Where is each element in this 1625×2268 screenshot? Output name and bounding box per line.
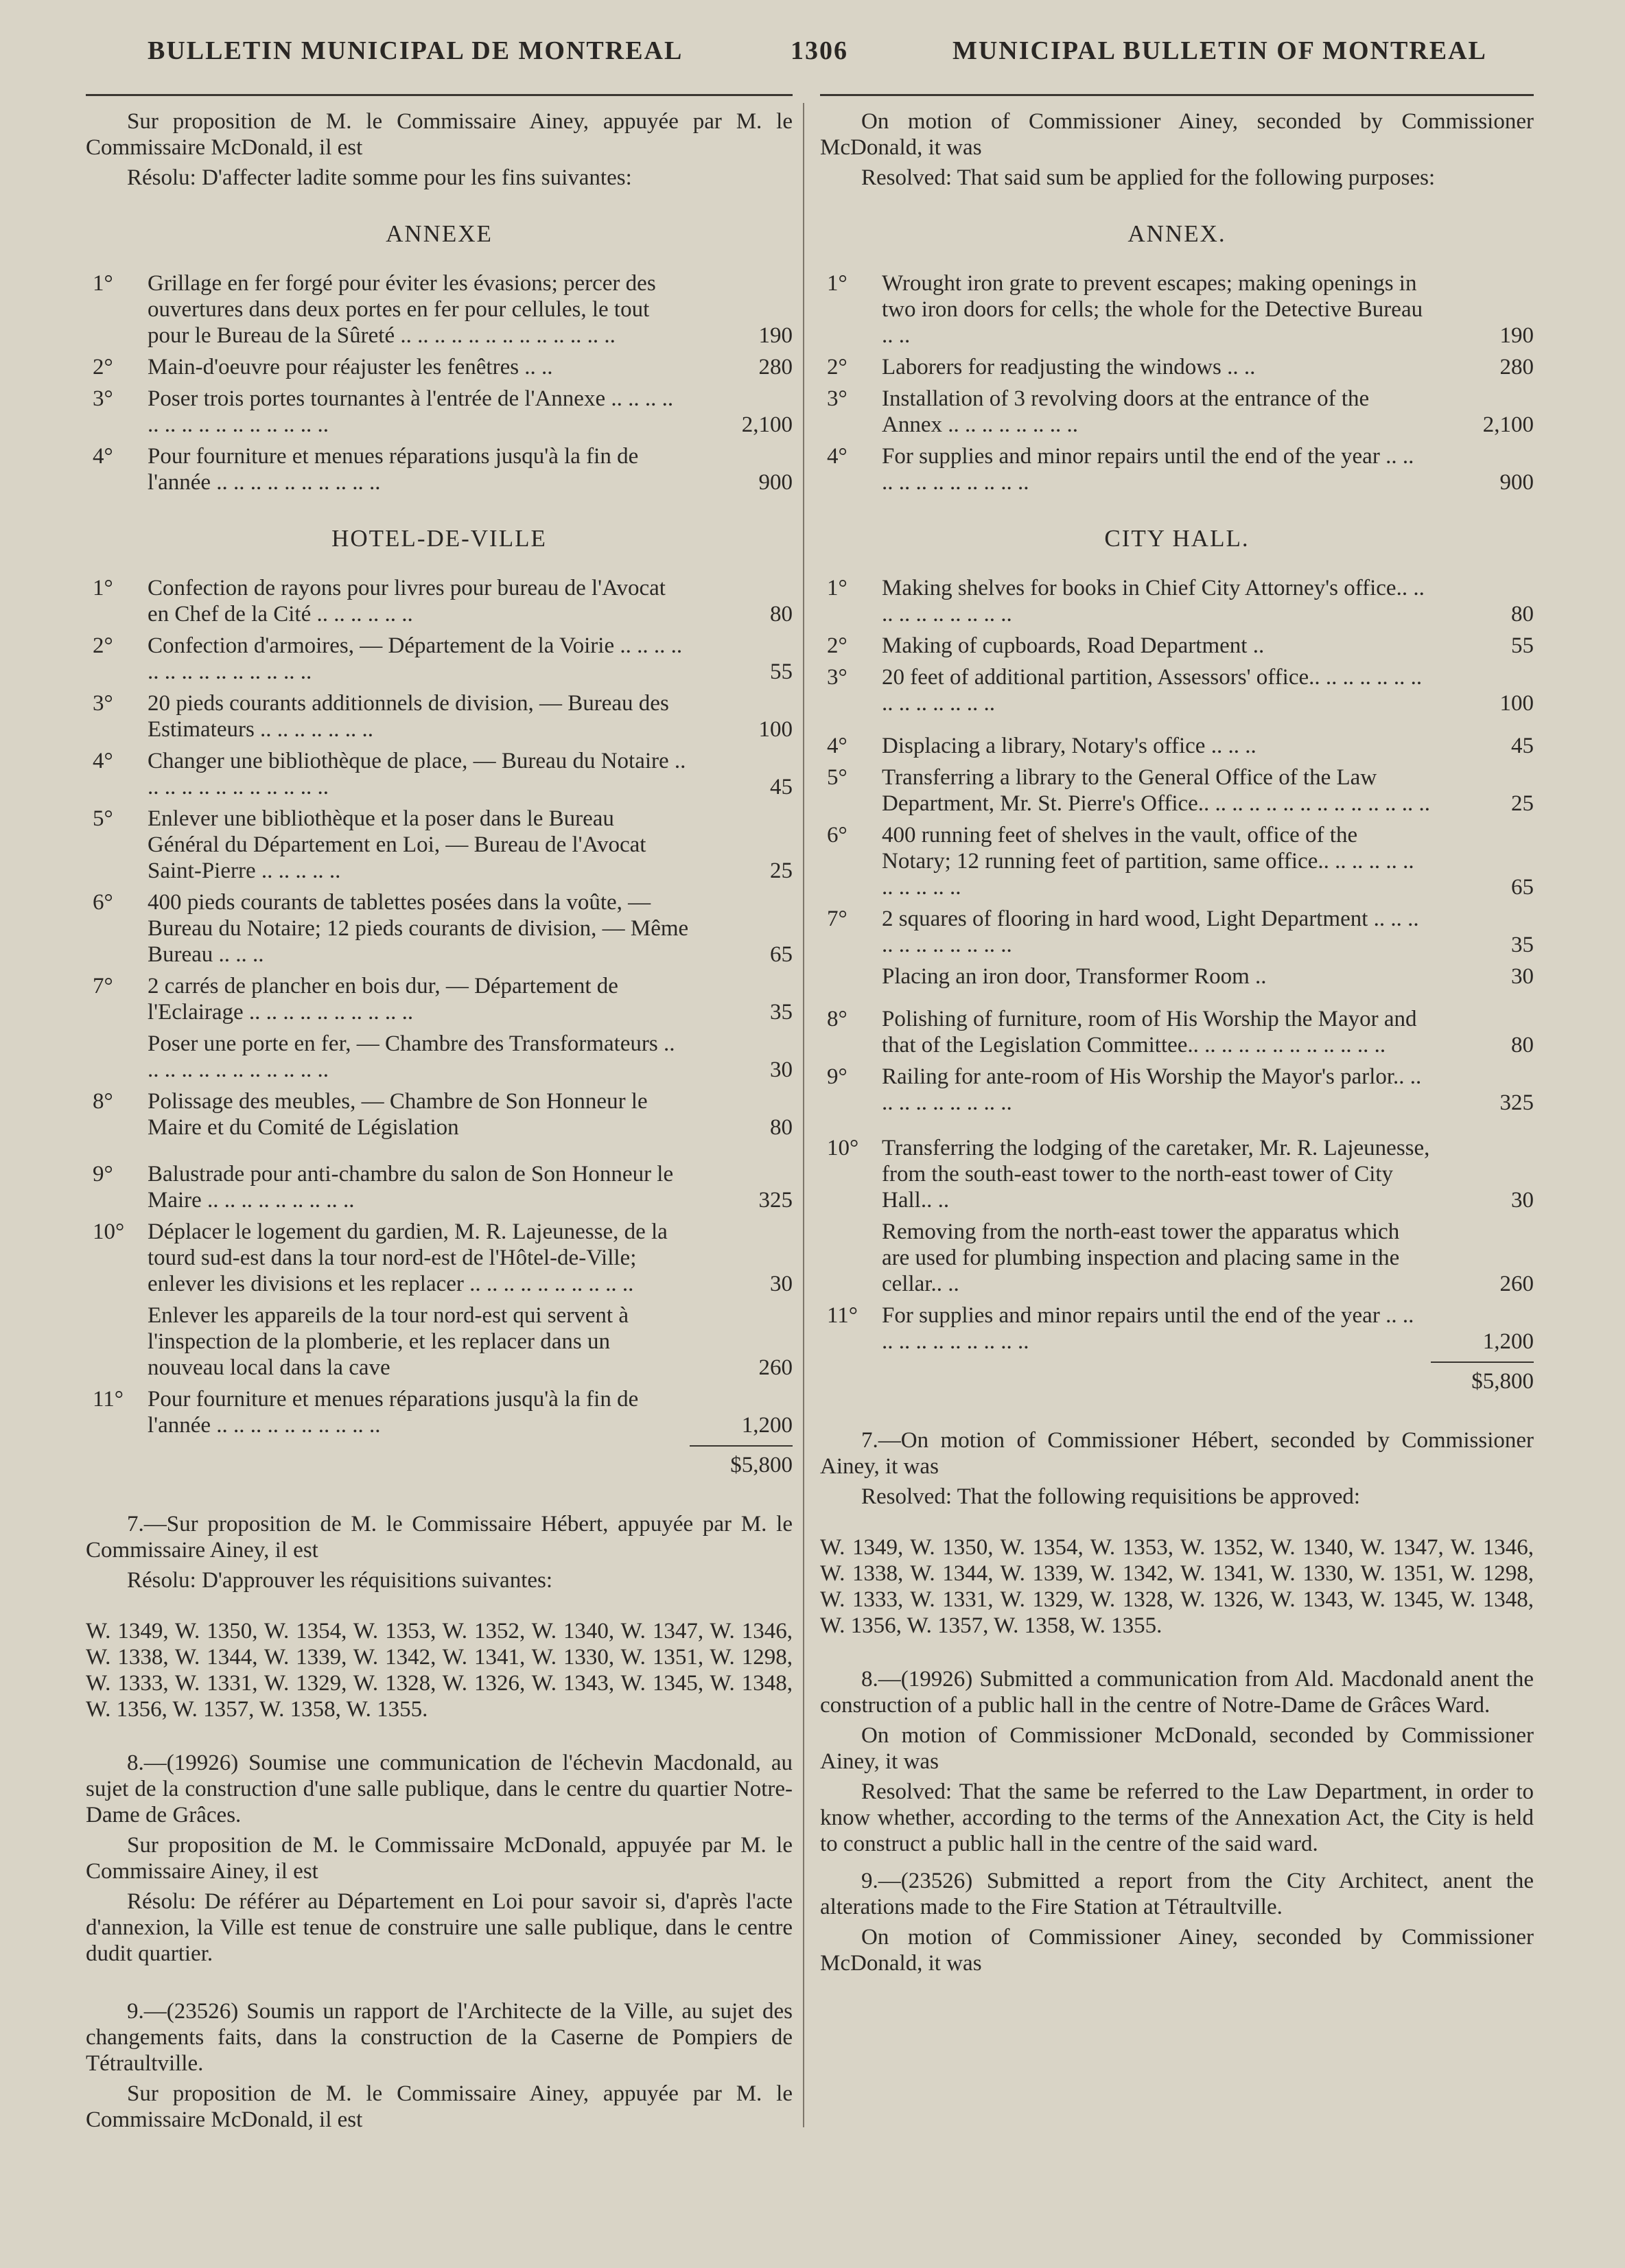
list-item xyxy=(86,1386,793,1438)
header-english-title: MUNICIPAL BULLETIN OF MONTREAL xyxy=(952,36,1487,65)
list-item xyxy=(86,1088,793,1141)
item-text: 2 squares of flooring in hard wood, Light Department .. .. .. .. .. .. .. .. .. .. .. xyxy=(882,907,1419,957)
en-requisition-list: W. 1349, W. 1350, W. 1354, W. 1353, W. 1352, W. 1340, W. 1347, W. 1346, W. 1338, W. 1344, W. 1339, W. 1342, W. 1341, W. 1330, W. 1351, W. 1298, W. 1333, W. 1331, W. 1329, W. 1328, W. 1326, W. 1343, W. 1345, W. 1348, W. 1356, W. 1357, W. 1358, W. 1355. xyxy=(820,1535,1534,1638)
item-text: Pour fourniture et menues réparations jusqu'à la fin de l'année .. .. .. .. .. .. .. .. .. .. xyxy=(148,1387,639,1438)
item-number: 8° xyxy=(93,1089,113,1114)
fr-intro: Sur proposition de M. le Commissaire Ainey, appuyée par M. le Commissaire McDonald, il est xyxy=(86,109,793,160)
item-number: 10° xyxy=(93,1219,125,1244)
item-amount: 65 xyxy=(770,942,793,967)
item-number: 11° xyxy=(827,1303,858,1328)
en-annex-list xyxy=(820,270,1534,495)
item-amount: 80 xyxy=(1511,602,1534,627)
list-item xyxy=(820,443,1534,495)
page-number: 1306 xyxy=(791,36,848,65)
list-item xyxy=(86,386,793,438)
item-amount: 280 xyxy=(1499,355,1534,379)
en-annex-title: ANNEX. xyxy=(1127,220,1226,247)
en-item7-resolved: Resolved: That the following requisitions be approved: xyxy=(861,1484,1361,1509)
item-amount: 55 xyxy=(770,659,793,684)
item-text: For supplies and minor repairs until the end of the year .. .. .. .. .. .. .. .. .. .. .. xyxy=(882,1303,1414,1354)
item-text: Polissage des meubles, — Chambre de Son Honneur le Maire et du Comité de Législation xyxy=(148,1089,648,1140)
list-item xyxy=(820,1219,1534,1297)
item-number: 4° xyxy=(827,734,847,758)
header-french-title: BULLETIN MUNICIPAL DE MONTREAL xyxy=(148,36,683,65)
item-amount: 2,100 xyxy=(1482,412,1534,437)
item-number: 1° xyxy=(827,271,847,296)
item-text: Removing from the north-east tower the apparatus which are used for plumbing inspection and placing same in the cellar.. .. xyxy=(882,1219,1400,1296)
item-number: 8° xyxy=(827,1007,847,1031)
page-header xyxy=(0,36,1625,77)
fr-total xyxy=(86,1445,793,1484)
item-amount: 1,200 xyxy=(1482,1329,1534,1354)
header-rule-left xyxy=(86,94,793,96)
list-item xyxy=(820,270,1534,349)
fr-hotel-title: HOTEL-DE-VILLE xyxy=(331,525,547,552)
en-item8-heading: 8.—(19926) Submitted a communication from Ald. Macdonald anent the construction of a public hall in the centre of Notre-Dame de Grâces Ward. xyxy=(820,1667,1534,1718)
total-rule xyxy=(1431,1361,1534,1363)
item-text: Poser une porte en fer, — Chambre des Transformateurs .. .. .. .. .. .. .. .. .. .. .. .. xyxy=(148,1031,675,1082)
item-amount: 2,100 xyxy=(741,412,793,437)
item-text: For supplies and minor repairs until the end of the year .. .. .. .. .. .. .. .. .. .. .. xyxy=(882,444,1414,495)
item-number: 2° xyxy=(827,355,847,379)
item-text: 400 running feet of shelves in the vault, office of the Notary; 12 running feet of partition, same office.. .. .. .. .. .. .. .. .. .. .. xyxy=(882,823,1414,900)
item-text: Changer une bibliothèque de place, — Bureau du Notaire .. .. .. .. .. .. .. .. .. .. .. .. xyxy=(148,749,686,799)
list-item xyxy=(820,1064,1534,1116)
item-text: Railing for ante-room of His Worship the Mayor's parlor.. .. .. .. .. .. .. .. .. .. xyxy=(882,1064,1422,1115)
item-amount: 30 xyxy=(1511,964,1534,989)
item-amount: 25 xyxy=(770,858,793,883)
list-item xyxy=(86,575,793,627)
item-text: Laborers for readjusting the windows .. .. xyxy=(882,355,1256,379)
item-amount: 35 xyxy=(1511,933,1534,957)
item-amount: 30 xyxy=(1511,1188,1534,1213)
fr-item8-proposition: Sur proposition de M. le Commissaire McDonald, appuyée par M. le Commissaire Ainey, il est xyxy=(86,1833,793,1884)
item-number: 6° xyxy=(827,823,847,847)
item-number: 9° xyxy=(827,1064,847,1089)
item-amount: 30 xyxy=(770,1272,793,1296)
list-item xyxy=(86,1031,793,1083)
item-amount: 80 xyxy=(770,1115,793,1140)
item-number: 4° xyxy=(827,444,847,469)
total-rule xyxy=(690,1445,793,1447)
total-amount: $5,800 xyxy=(730,1453,793,1477)
fr-hotel-list xyxy=(86,575,793,1438)
item-amount: 190 xyxy=(758,323,793,348)
list-item xyxy=(86,270,793,349)
item-text: Main-d'oeuvre pour réajuster les fenêtres .. .. xyxy=(148,355,553,379)
item-text: Déplacer le logement du gardien, M. R. Lajeunesse, de la tourd sud-est dans la tour nord-est de l'Hôtel-de-Ville; enlever les divisions et les replacer .. .. .. .. .. .. .. .. .. .. xyxy=(148,1219,668,1296)
fr-item7-heading: 7.—Sur proposition de M. le Commissaire Hébert, appuyée par M. le Commissaire Ainey, il est xyxy=(86,1512,793,1563)
list-item xyxy=(820,906,1534,958)
item-text: Balustrade pour anti-chambre du salon de Son Honneur le Maire .. .. .. .. .. .. .. .. .. xyxy=(148,1162,674,1213)
item-amount: 190 xyxy=(1499,323,1534,348)
item-number: 5° xyxy=(93,806,113,831)
item-number: 2° xyxy=(827,633,847,658)
list-item xyxy=(86,690,793,743)
item-number: 2° xyxy=(93,633,113,658)
en-city-hall-title: CITY HALL. xyxy=(1104,525,1250,552)
item-amount: 280 xyxy=(758,355,793,379)
en-item9-heading: 9.—(23526) Submitted a report from the City Architect, anent the alterations made to the Fire Station at Tétraultville. xyxy=(820,1869,1534,1919)
fr-item9-heading: 9.—(23526) Soumis un rapport de l'Architecte de la Ville, au sujet des changements faits, dans la construction de la Caserne de Pompiers de Tétraultville. xyxy=(86,1999,793,2076)
item-amount: 325 xyxy=(1499,1090,1534,1115)
fr-item7-resolu: Résolu: D'approuver les réquisitions suivantes: xyxy=(127,1568,553,1593)
item-number: 1° xyxy=(93,576,113,600)
list-item xyxy=(820,633,1534,659)
fr-item8-heading: 8.—(19926) Soumise une communication de l'échevin Macdonald, au sujet de la construction d'une salle publique, dans le centre du quartier Notre-Dame de Grâces. xyxy=(86,1751,793,1827)
item-text: Grillage en fer forgé pour éviter les évasions; percer des ouvertures dans deux portes en fer pour cellules, le tout pour le Bureau de la Sûreté .. .. .. .. .. .. .. .. .. .. .. .. .. xyxy=(148,271,656,348)
en-city-hall-list xyxy=(820,575,1534,1355)
list-item xyxy=(820,354,1534,380)
fr-annexe-title: ANNEXE xyxy=(386,220,493,247)
item-amount: 80 xyxy=(770,602,793,627)
en-total xyxy=(820,1361,1534,1400)
list-item xyxy=(86,354,793,380)
item-amount: 900 xyxy=(758,470,793,495)
item-number: 1° xyxy=(93,271,113,296)
item-text: 400 pieds courants de tablettes posées dans la voûte, — Bureau du Notaire; 12 pieds courants de division, — Même Bureau .. .. .. xyxy=(148,890,689,967)
list-item xyxy=(820,386,1534,438)
item-number: 4° xyxy=(93,749,113,773)
list-item xyxy=(820,575,1534,627)
en-item7-heading: 7.—On motion of Commissioner Hébert, seconded by Commissioner Ainey, it was xyxy=(820,1428,1534,1479)
item-number: 9° xyxy=(93,1162,113,1186)
fr-resolu: Résolu: D'affecter ladite somme pour les fins suivantes: xyxy=(127,165,632,190)
item-amount: 900 xyxy=(1499,470,1534,495)
list-item xyxy=(820,664,1534,716)
item-text: Making of cupboards, Road Department .. xyxy=(882,633,1265,658)
item-amount: 100 xyxy=(1499,691,1534,716)
item-amount: 45 xyxy=(1511,734,1534,758)
item-text: Making shelves for books in Chief City Attorney's office.. .. .. .. .. .. .. .. .. .. xyxy=(882,576,1425,627)
list-item xyxy=(86,1302,793,1381)
item-amount: 1,200 xyxy=(741,1413,793,1438)
item-text: Placing an iron door, Transformer Room .. xyxy=(882,964,1267,989)
en-intro: On motion of Commissioner Ainey, seconded by Commissioner McDonald, it was xyxy=(820,109,1534,160)
item-text: 20 pieds courants additionnels de division, — Bureau des Estimateurs .. .. .. .. .. .. .. xyxy=(148,691,669,742)
item-text: Displacing a library, Notary's office .. .. .. xyxy=(882,734,1256,758)
item-amount: 100 xyxy=(758,717,793,742)
item-amount: 45 xyxy=(770,775,793,799)
item-text: Transferring a library to the General Office of the Law Department, Mr. St. Pierre's Office.. .. .. .. .. .. .. .. .. .. .. .. .. .. xyxy=(882,765,1431,816)
en-item8-motion: On motion of Commissioner McDonald, seconded by Commissioner Ainey, it was xyxy=(820,1723,1534,1774)
en-resolved: Resolved: That said sum be applied for the following purposes: xyxy=(861,165,1436,190)
list-item xyxy=(820,1135,1534,1213)
item-number: 5° xyxy=(827,765,847,790)
item-number: 3° xyxy=(827,386,847,411)
item-text: Enlever les appareils de la tour nord-est qui servent à l'inspection de la plomberie, et les replacer dans un nouveau local dans la cave xyxy=(148,1303,629,1380)
en-item9-motion: On motion of Commissioner Ainey, seconded by Commissioner McDonald, it was xyxy=(820,1925,1534,1976)
item-text: Confection de rayons pour livres pour bureau de l'Avocat en Chef de la Cité .. .. .. .. .. .. xyxy=(148,576,666,627)
en-item8-resolved: Resolved: That the same be referred to the Law Department, in order to know whether, according to the terms of the Annexation Act, the City is held to construct a public hall in the centre of the said ward. xyxy=(820,1779,1534,1856)
item-text: Wrought iron grate to prevent escapes; making openings in two iron doors for cells; the whole for the Detective Bureau .. .. xyxy=(882,271,1423,348)
total-amount: $5,800 xyxy=(1471,1369,1534,1394)
fr-annexe-list xyxy=(86,270,793,495)
list-item xyxy=(820,1302,1534,1355)
list-item xyxy=(86,633,793,685)
list-item xyxy=(820,1006,1534,1058)
item-amount: 260 xyxy=(758,1355,793,1380)
list-item xyxy=(86,806,793,884)
item-number: 2° xyxy=(93,355,113,379)
fr-item8-resolu: Résolu: De référer au Département en Loi pour savoir si, d'après l'acte d'annexion, la Ville est tenue de construire une salle publique, dans le centre dudit quartier. xyxy=(86,1889,793,1966)
item-number: 3° xyxy=(93,691,113,716)
item-amount: 30 xyxy=(770,1057,793,1082)
item-amount: 35 xyxy=(770,1000,793,1025)
item-amount: 25 xyxy=(1511,791,1534,816)
column-divider xyxy=(803,103,804,2127)
item-number: 7° xyxy=(827,907,847,931)
item-amount: 65 xyxy=(1511,875,1534,900)
item-text: 2 carrés de plancher en bois dur, — Département de l'Eclairage .. .. .. .. .. .. .. .. .. .. xyxy=(148,974,618,1025)
item-text: Transferring the lodging of the caretaker, Mr. R. Lajeunesse, from the south-east tower to the north-east tower of City Hall.. .. xyxy=(882,1136,1430,1213)
fr-requisition-list: W. 1349, W. 1350, W. 1354, W. 1353, W. 1352, W. 1340, W. 1347, W. 1346, W. 1338, W. 1344, W. 1339, W. 1342, W. 1341, W. 1330, W. 1351, W. 1298, W. 1333, W. 1331, W. 1329, W. 1328, W. 1326, W. 1343, W. 1345, W. 1348, W. 1356, W. 1357, W. 1358, W. 1355. xyxy=(86,1619,793,1722)
item-number: 10° xyxy=(827,1136,859,1160)
list-item xyxy=(820,764,1534,817)
english-column xyxy=(820,108,1534,1980)
list-item xyxy=(86,748,793,800)
item-number: 4° xyxy=(93,444,113,469)
item-amount: 55 xyxy=(1511,633,1534,658)
item-text: 20 feet of additional partition, Assessors' office.. .. .. .. .. .. .. .. .. .. .. .. .. .. xyxy=(882,665,1423,716)
list-item xyxy=(820,963,1534,990)
list-item xyxy=(86,1219,793,1297)
item-number: 3° xyxy=(827,665,847,690)
item-text: Poser trois portes tournantes à l'entrée de l'Annexe .. .. .. .. .. .. .. .. .. .. .. .. .. .. .. xyxy=(148,386,674,437)
item-text: Pour fourniture et menues réparations jusqu'à la fin de l'année .. .. .. .. .. .. .. .. .. .. xyxy=(148,444,639,495)
header-rule-right xyxy=(820,94,1534,96)
list-item xyxy=(820,733,1534,759)
list-item xyxy=(86,973,793,1025)
fr-item9-proposition: Sur proposition de M. le Commissaire Ainey, appuyée par M. le Commissaire McDonald, il est xyxy=(86,2081,793,2132)
french-column xyxy=(86,108,793,2137)
item-number: 11° xyxy=(93,1387,124,1412)
item-amount: 260 xyxy=(1499,1272,1534,1296)
item-number: 3° xyxy=(93,386,113,411)
item-amount: 80 xyxy=(1511,1033,1534,1057)
list-item xyxy=(86,443,793,495)
item-text: Installation of 3 revolving doors at the entrance of the Annex .. .. .. .. .. .. .. .. xyxy=(882,386,1370,437)
list-item xyxy=(86,889,793,968)
item-text: Polishing of furniture, room of His Worship the Mayor and that of the Legislation Committee.. .. .. .. .. .. .. .. .. .. .. .. xyxy=(882,1007,1417,1057)
item-number: 1° xyxy=(827,576,847,600)
list-item xyxy=(86,1161,793,1213)
item-text: Enlever une bibliothèque et la poser dans le Bureau Général du Département en Loi, — Bureau de l'Avocat Saint-Pierre .. .. .. .. .. xyxy=(148,806,646,883)
item-text: Confection d'armoires, — Département de la Voirie .. .. .. .. .. .. .. .. .. .. .. .. .. .. xyxy=(148,633,683,684)
item-number: 7° xyxy=(93,974,113,998)
item-amount: 325 xyxy=(758,1188,793,1213)
list-item xyxy=(820,822,1534,900)
item-number: 6° xyxy=(93,890,113,915)
